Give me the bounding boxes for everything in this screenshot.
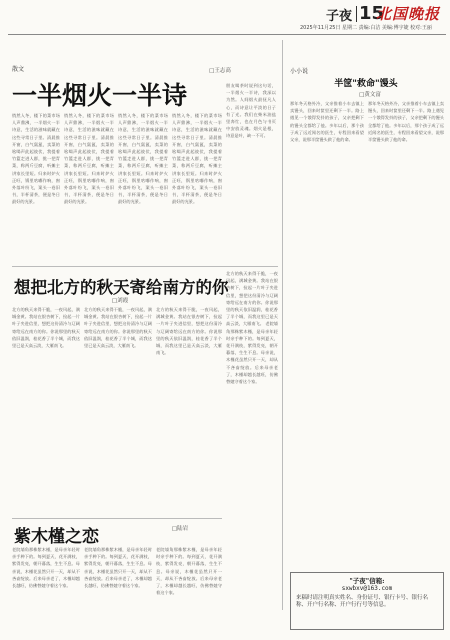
article-body-text: 悄然入冬，楼下的菜市场人声鼎沸，一半烟火一半诗意，生活的滋味就藏在这些寻常日子里。清晨推开窗，白气氤氲，卖菜的吆喝声此起彼伏，我提着竹篮走进人群，挑一把青菜，称两斤豆腐，听摊主讲家长里短。归来时炉火正旺，锅里咕嘟作响，窗外落叶纷飞，案头一卷旧书，半杯清茶，便是冬日最好的光景。 [12, 113, 60, 205]
article-title-yiban: 一半烟火一半诗 [12, 81, 188, 110]
article-body-text: 那年冬天格外冷，父亲推着小车去镇上卖馒头，回来时筐里还剩下一半。路上遇见一个饿得发抖的孩子，父亲把剩下的馒头全都给了他。多年以后，那个孩子成了远近闻名的医生，专程回来看望父亲，说那半筐馒头救了他的命。 [368, 101, 444, 143]
article-author-mantou: □黄文富 [359, 92, 381, 98]
section-divider [12, 518, 222, 519]
article-body-text: 悄然入冬，楼下的菜市场人声鼎沸，一半烟火一半诗意，生活的滋味就藏在这些寻常日子里。清晨推开窗，白气氤氲，卖菜的吆喝声此起彼伏，我提着竹篮走进人群，挑一把青菜，称两斤豆腐，听摊主讲家长里短。归来时炉火正旺，锅里咕嘟作响，窗外落叶纷飞，案头一卷旧书，半杯清茶，便是冬日最好的光景。 [64, 113, 114, 205]
mailbox-note: 来稿时请注明真实姓名、身份证号、银行卡号、银行名称、开户行名称、开户行行号等信息。 [296, 595, 429, 608]
article-body-text: 那年冬天格外冷，父亲推着小车去镇上卖馒头，回来时筐里还剩下一半。路上遇见一个饿得发抖的孩子，父亲把剩下的馒头全都给了他。多年以后，那个孩子成了远近闻名的医生，专程回来看望父亲，说那半筐馒头救了他的命。 [290, 101, 364, 143]
article-body-mantou-col2 [368, 100, 444, 570]
newspaper-logo: 北国晚报 [376, 5, 441, 23]
article-body-text: 老院墙角那株紫木槿，是母亲年轻时亲手种下的。每到夏天，花开满枝，紫得发亮，朝开暮落，生生不息。母亲说，木槿花虽然只开一天，却从不吝啬绽放。后来母亲老了，木槿却越长越旺，仿佛替她守着这个家。 [84, 547, 152, 589]
article-body-text: 老院墙角那株紫木槿，是母亲年轻时亲手种下的。每到夏天，花开满枝，紫得发亮，朝开暮落，生生不息。母亲说，木槿花虽然只开一天，却从不吝啬绽放。后来母亲老了，木槿却越长越旺，仿佛替她守着这个家。 [156, 547, 222, 596]
article-body-yiban-col5 [226, 82, 276, 262]
header-rule [8, 34, 446, 35]
mailbox-email[interactable]: sxwbxv@163.com [341, 585, 393, 592]
article-author-autumn: □刘霞 [111, 298, 129, 304]
article-body-text: 北方的秋天来得干脆，一夜风起，满城金黄。我站在银杏树下，捡起一片叶子夹进信里，想把这份清冷与辽阔寄给远在南方的你。你说那里的秋天依旧温润，桂花香了半个城，而我这里已是天高云淡，大雁南飞。 [84, 307, 152, 349]
article-body-text: 北方的秋天来得干脆，一夜风起，满城金黄。我站在银杏树下，捡起一片叶子夹进信里，想把这份清冷与辽阔寄给远在南方的你。你说那里的秋天依旧温润，桂花香了半个城，而我这里已是天高云淡，大雁南飞。 [12, 307, 80, 349]
submission-mailbox [290, 572, 444, 630]
article-body-text: 悄然入冬，楼下的菜市场人声鼎沸，一半烟火一半诗意，生活的滋味就藏在这些寻常日子里。清晨推开窗，白气氤氲，卖菜的吆喝声此起彼伏，我提着竹篮走进人群，挑一把青菜，称两斤豆腐，听摊主讲家长里短。归来时炉火正旺，锅里咕嘟作响，窗外落叶纷飞，案头一卷旧书，半杯清茶，便是冬日最好的光景。 [172, 113, 222, 205]
article-title-mantou: 半筐"救命"馒头 [334, 79, 398, 89]
article-body-mid-col [226, 270, 278, 605]
article-body-autumn-col1 [12, 306, 80, 516]
mailbox-title: "子夜"信箱: [349, 577, 385, 585]
article-author-mujin: □陆岩 [171, 526, 189, 532]
article-body-text: 北方的秋天来得干脆，一夜风起，满城金黄。我站在银杏树下，捡起一片叶子夹进信里，想把这份清冷与辽阔寄给远在南方的你。你说那里的秋天依旧温润，桂花香了半个城，而我这里已是天高云淡，大雁南飞。 [156, 307, 222, 356]
section-divider [12, 266, 278, 267]
article-body-mujin-col1 [12, 546, 80, 610]
article-body-text: 老院墙角那株紫木槿，是母亲年轻时亲手种下的。每到夏天，花开满枝，紫得发亮，朝开暮落，生生不息。母亲说，木槿花虽然只开一天，却从不吝啬绽放。后来母亲老了，木槿却越长越旺，仿佛替她守着这个家。 [12, 547, 80, 589]
article-body-text: 北方的秋天来得干脆，一夜风起，满城金黄。我站在银杏树下，捡起一片叶子夹进信里，想把这份清冷与辽阔寄给远在南方的你。你说那里的秋天依旧温润，桂花香了半个城，而我这里已是天高云淡，大雁南飞。 [226, 271, 278, 327]
article-body-autumn-col3 [156, 306, 222, 516]
article-body-mujin-col3 [156, 546, 222, 610]
article-tag-minifiction: 小小说 [290, 68, 309, 75]
article-body-yiban-col2 [64, 112, 114, 262]
article-tag-prose: 散文 [12, 66, 25, 73]
article-body-text: 悄然入冬，楼下的菜市场人声鼎沸，一半烟火一半诗意，生活的滋味就藏在这些寻常日子里。清晨推开窗，白气氤氲，卖菜的吆喝声此起彼伏，我提着竹篮走进人群，挑一把青菜，称两斤豆腐，听摊主讲家长里短。归来时炉火正旺，锅里咕嘟作响，窗外落叶纷飞，案头一卷旧书，半杯清茶，便是冬日最好的光景。 [118, 113, 168, 205]
article-body-text: 老院墙角那株紫木槿，是母亲年轻时亲手种下的。每到夏天，花开满枝，紫得发亮，朝开暮落，生生不息。母亲说，木槿花虽然只开一天，却从不吝啬绽放。后来母亲老了，木槿却越长越旺，仿佛替她守着这个家。 [226, 321, 278, 385]
article-body-yiban-col3 [118, 112, 168, 262]
article-body-yiban-col1 [12, 112, 60, 262]
article-body-yiban-col4 [172, 112, 222, 262]
article-title-mujin: 紫木槿之恋 [14, 527, 99, 547]
article-body-autumn-col2 [84, 306, 152, 516]
article-body-mujin-col2 [84, 546, 152, 610]
article-author-yiban: □王志高 [209, 68, 231, 74]
article-title-autumn: 想把北方的秋天寄给南方的你 [14, 278, 229, 297]
edition-meta: 2025年11月25日 星期二 责编:白洁 美编:傅宇婕 校对:王丽 [300, 25, 432, 31]
article-body-text: 朋友喝茶时说到这句话，一半烟火一半诗，我深以为然。人间烟火最抚凡人心，而诗意让平淡的日子有了光。我们在柴米油盐里奔忙，也在月色与书页中安放灵魂。烟火是根，诗意是叶，缺一不可。 [226, 83, 276, 139]
column-divider [282, 40, 283, 610]
section-name: 子夜 [326, 9, 353, 24]
page-number: 15 [359, 3, 385, 24]
article-body-mantou-col1 [290, 100, 364, 570]
masthead-divider [356, 6, 357, 22]
